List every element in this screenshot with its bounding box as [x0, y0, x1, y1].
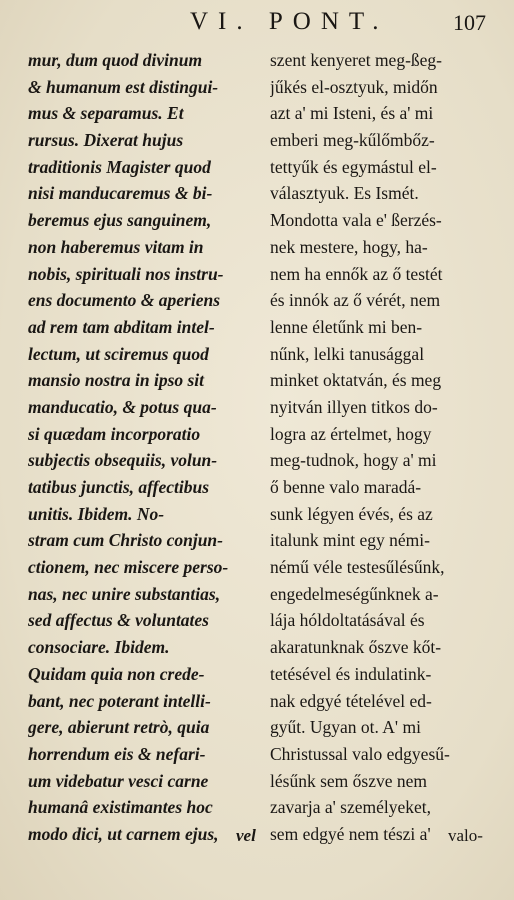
latin-text-line: mansio nostra in ipso sit	[28, 370, 205, 391]
hungarian-text-line: minket oktatván, és meg	[270, 370, 442, 391]
page-header	[0, 8, 514, 48]
page-number: 107	[453, 10, 486, 35]
latin-text-line: & humanum est distingui-	[28, 76, 219, 97]
hungarian-text-line: ő benne valo maradá-	[270, 477, 422, 497]
latin-text-line: nisi manducaremus & bi-	[28, 183, 213, 204]
hungarian-text-line: lája hóldoltatásával és	[270, 610, 425, 631]
latin-text-line: humanâ existimantes hoc	[28, 797, 213, 818]
hungarian-text-line: nűnk, lelki tanusággal	[270, 343, 425, 364]
latin-text-line: sed affectus & voluntates	[28, 610, 209, 631]
latin-text-line: Quidam quia non crede-	[28, 663, 205, 684]
hungarian-text-line: gyűt. Ugyan ot. A' mi	[270, 717, 421, 738]
hungarian-text-line: logra az értelmet, hogy	[270, 423, 432, 444]
running-head: VI. PONT.	[190, 8, 389, 35]
latin-text-line: modo dici, ut carnem ejus,	[28, 823, 219, 844]
hungarian-text-line: jűkés el-osztyuk, midőn	[270, 76, 438, 97]
latin-column	[28, 47, 258, 848]
catchword-right: valo-	[448, 826, 483, 845]
hungarian-text-line: nek mestere, hogy, ha-	[270, 236, 428, 257]
hungarian-text-line: engedelmeségűnknek a-	[270, 583, 439, 604]
hungarian-text-line: Christussal valo edgyesű-	[270, 743, 450, 764]
hungarian-text-line: sem edgyé nem tészi a'	[270, 823, 431, 844]
hungarian-text-line: sunk légyen évés, és az	[270, 503, 433, 524]
latin-text-line: um videbatur vesci carne	[28, 770, 209, 791]
latin-text-line: beremus ejus sanguinem,	[28, 210, 212, 231]
latin-text-line: stram cum Christo conjun-	[28, 530, 223, 551]
hungarian-text-line: zavarja a' személyeket,	[270, 797, 432, 818]
latin-text-line: rursus. Dixerat hujus	[28, 130, 184, 151]
hungarian-text-line: választyuk. Es Ismét.	[270, 183, 419, 204]
hungarian-text-line: nyitván illyen titkos do-	[270, 396, 438, 417]
hungarian-text-line: szent kenyeret meg-ßeg-	[270, 50, 443, 70]
latin-text-line: mus & separamus. Et	[28, 103, 184, 124]
hungarian-text-line: nem ha ennők az ő testét	[270, 263, 443, 284]
hungarian-text-line: nak edgyé tételével ed-	[270, 690, 432, 711]
hungarian-text-line: akaratunknak őszve kőt-	[270, 637, 442, 658]
latin-text-line: ad rem tam abditam intel-	[28, 316, 215, 337]
latin-text-line: traditionis Magister quod	[28, 156, 211, 177]
latin-text-line: subjectis obsequiis, volun-	[28, 450, 218, 471]
latin-text-line: tatibus junctis, affectibus	[28, 477, 210, 497]
hungarian-text-line: némű véle testesűlésűnk,	[270, 557, 445, 578]
latin-text-line: nas, nec unire substantias,	[28, 583, 221, 604]
latin-text-line: ctionem, nec miscere perso-	[28, 557, 229, 578]
latin-text-line: nobis, spirituali nos instru-	[28, 263, 224, 284]
hungarian-text-line: lésűnk sem őszve nem	[270, 770, 427, 791]
latin-text-line: non haberemus vitam in	[28, 236, 204, 257]
latin-text-line: si quædam incorporatio	[28, 423, 201, 444]
hungarian-text-line: lenne életűnk mi ben-	[270, 316, 423, 337]
latin-text-line: horrendum eis & nefari-	[28, 743, 206, 764]
hungarian-text-line: tetésével és indulatink-	[270, 663, 432, 684]
latin-text-line: ens documento & aperiens	[28, 290, 221, 311]
hungarian-text-line: azt a' mi Isteni, és a' mi	[270, 103, 434, 124]
hungarian-text-line: és innók az ő vérét, nem	[270, 290, 441, 311]
latin-text-line: manducatio, & potus qua-	[28, 396, 217, 417]
hungarian-text-line: meg-tudnok, hogy a' mi	[270, 450, 437, 471]
hungarian-text-line: Mondotta vala e' ßerzés-	[270, 210, 442, 231]
hungarian-text-line: tettyűk és egymástul el-	[270, 156, 437, 177]
hungarian-text-line: emberi meg-kűlőmbőz-	[270, 130, 435, 151]
latin-text-line: bant, nec poterant intelli-	[28, 690, 211, 711]
hungarian-column	[270, 47, 492, 848]
latin-text-line: consociare. Ibidem.	[28, 637, 170, 658]
latin-text-line: lectum, ut sciremus quod	[28, 343, 209, 364]
hungarian-text-line: italunk mint egy némi-	[270, 530, 430, 551]
catchword-left: vel	[236, 826, 256, 845]
latin-text-line: gere, abierunt retrò, quia	[28, 717, 210, 738]
latin-text-line: mur, dum quod divinum	[28, 50, 203, 70]
latin-text-line: unitis. Ibidem. No-	[28, 503, 165, 524]
